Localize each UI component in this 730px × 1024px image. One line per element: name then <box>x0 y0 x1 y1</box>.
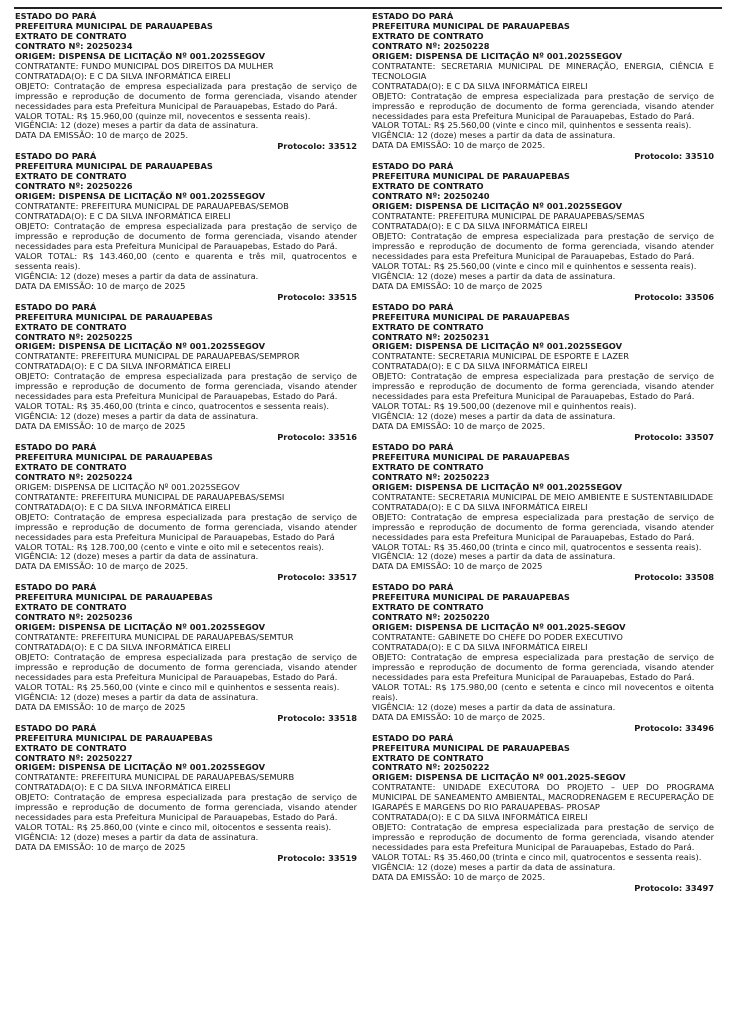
origem-line: ORIGEM: DISPENSA DE LICITAÇÃO Nº 001.2025SEGOV <box>15 622 266 633</box>
contratante-line: CONTRATANTE: FUNDO MUNICIPAL DOS DIREITOS DA MULHER <box>15 60 274 71</box>
origem-line: ORIGEM: DISPENSA DE LICITAÇÃO Nº 001.2025SEGOV <box>372 50 623 61</box>
vigencia-line: VIGÊNCIA: 12 (doze) meses a partir da data de assinatura. <box>372 701 616 712</box>
valor-line: VALOR TOTAL: R$ 25.860,00 (vinte e cinco mil, oitocentos e sessenta reais). <box>15 822 332 833</box>
valor-line: VALOR TOTAL: R$ 35.460,00 (trinta e cinco, quatrocentos e sessenta reais). <box>15 401 330 412</box>
prefeitura-heading: PREFEITURA MUNICIPAL DE PARAUAPEBAS <box>15 161 213 172</box>
prefeitura-heading: PREFEITURA MUNICIPAL DE PARAUAPEBAS <box>372 171 570 182</box>
contratante-line: CONTRATANTE: PREFEITURA MUNICIPAL DE PARAUAPEBAS/SEMPROR <box>15 351 300 362</box>
vigencia-line: VIGÊNCIA: 12 (doze) meses a partir da data de assinatura. <box>372 551 616 562</box>
origem-line: ORIGEM: DISPENSA DE LICITAÇÃO Nº 001.2025SEGOV <box>15 481 240 492</box>
extrato-heading: EXTRATO DE CONTRATO <box>372 30 484 41</box>
objeto-paragraph: OBJETO: Contratação de empresa especializada para prestação de serviço de impressão e reprodução de documento de forma gerenciada, visando atender necessidades para esta Prefeitura Municipal de Parauapebas, Estado do Pará. <box>15 221 357 251</box>
contratada-line: CONTRATADA(O): E C DA SILVA INFORMÁTICA EIRELI <box>15 782 231 793</box>
objeto-paragraph: OBJETO: Contratação de empresa especializada para prestação de serviço de impressão e reprodução de documento de forma gerenciada, visando atender necessidades para esta Prefeitura Municipal de Parauapebas, Estado do Pará <box>15 511 357 542</box>
protocolo-number: Protocolo: 33516 <box>277 432 357 443</box>
contrato-number: CONTRATO Nº: 20250222 <box>372 762 490 773</box>
estado-heading: ESTADO DO PARÁ <box>15 151 97 162</box>
contract-extract <box>372 162 714 302</box>
contratada-line: CONTRATADA(O): E C DA SILVA INFORMÁTICA EIRELI <box>15 70 231 81</box>
extrato-heading: EXTRATO DE CONTRATO <box>372 461 484 472</box>
estado-heading: ESTADO DO PARÁ <box>372 161 454 172</box>
emissao-line: DATA DA EMISSÃO: 10 de março de 2025 <box>15 280 186 291</box>
prefeitura-heading: PREFEITURA MUNICIPAL DE PARAUAPEBAS <box>372 20 570 31</box>
prefeitura-heading: PREFEITURA MUNICIPAL DE PARAUAPEBAS <box>15 592 213 603</box>
contrato-number: CONTRATO Nº: 20250227 <box>15 752 133 763</box>
emissao-line: DATA DA EMISSÃO: 10 de março de 2025. <box>15 130 189 141</box>
objeto-paragraph: OBJETO: Contratação de empresa especializada para prestação de serviço de impressão e reprodução de documento de forma gerenciada, visando atender necessidades para esta Prefeitura Municipal de Parauapebas, Estado do Pará. <box>15 792 357 823</box>
protocolo-number: Protocolo: 33506 <box>634 291 714 302</box>
contratante-line: CONTRATANTE: PREFEITURA MUNICIPAL DE PARAUAPEBAS/SEMSI <box>15 491 285 502</box>
vigencia-line: VIGÊNCIA: 12 (doze) meses a partir da data de assinatura. <box>15 411 259 422</box>
contrato-number: CONTRATO Nº: 20250226 <box>15 181 133 192</box>
valor-line: VALOR TOTAL: R$ 35.460,00 (trinta e cinco mil, quatrocentos e sessenta reais). <box>372 852 702 863</box>
extrato-heading: EXTRATO DE CONTRATO <box>372 752 484 763</box>
estado-heading: ESTADO DO PARÁ <box>372 11 454 21</box>
vigencia-line: VIGÊNCIA: 12 (doze) meses a partir da data de assinatura. <box>372 411 616 422</box>
vigencia-line: VIGÊNCIA: 12 (doze) meses a partir da data de assinatura. <box>15 270 259 281</box>
vigencia-line: VIGÊNCIA: 12 (doze) meses a partir da data de assinatura. <box>15 832 259 843</box>
contract-extract <box>15 303 357 443</box>
contratada-line: CONTRATADA(O): E C DA SILVA INFORMÁTICA EIRELI <box>372 501 588 512</box>
contract-extract <box>372 443 714 583</box>
estado-heading: ESTADO DO PARÁ <box>15 722 97 733</box>
contratante-line: CONTRATANTE: SECRETARIA MUNICIPAL DE ESPORTE E LAZER <box>372 351 630 362</box>
contratante-line: CONTRATANTE: UNIDADE EXECUTORA DO PROJETO – UEP DO PROGRAMA MUNICIPAL DE SANEAMENTO AMBIENTAL, MACRODRENAGEM E RECUPERAÇÃO DE IGARAPÉS E MARGENS DO RIO PARAUAPEBAS- PROSAP <box>372 782 714 813</box>
objeto-paragraph: OBJETO: Contratação de empresa especializada para prestação de serviço de impressão e reprodução de documento de forma gerenciada, visando atender necessidades para esta Prefeitura Municipal de Parauapebas, Estado do Pará. <box>372 230 714 261</box>
origem-line: ORIGEM: DISPENSA DE LICITAÇÃO Nº 001.2025SEGOV <box>15 762 266 773</box>
extrato-heading: EXTRATO DE CONTRATO <box>15 321 127 332</box>
contratante-line: CONTRATANTE: SECRETARIA MUNICIPAL DE MINERAÇÃO, ENERGIA, CIÊNCIA E TECNOLOGIA <box>372 60 714 81</box>
top-rule <box>14 7 722 9</box>
objeto-paragraph: OBJETO: Contratação de empresa especializada para prestação de serviço de impressão e reprodução de documento de forma gerenciada, visando atender necessidades para esta Prefeitura Municipal de Parauapebas, Estado do Pará. <box>372 371 714 402</box>
contrato-number: CONTRATO Nº: 20250223 <box>372 471 490 482</box>
emissao-line: DATA DA EMISSÃO: 10 de março de 2025. <box>372 421 546 432</box>
origem-line: ORIGEM: DISPENSA DE LICITAÇÃO Nº 001.2025SEGOV <box>15 341 266 352</box>
estado-heading: ESTADO DO PARÁ <box>372 301 454 312</box>
extrato-heading: EXTRATO DE CONTRATO <box>15 461 127 472</box>
contrato-number: CONTRATO Nº: 20250225 <box>15 331 133 342</box>
extrato-heading: EXTRATO DE CONTRATO <box>15 171 127 182</box>
objeto-paragraph: OBJETO: Contratação de empresa especializada para prestação de serviço de impressão e reprodução de documento de forma gerenciada, visando atender necessidades para esta Prefeitura Municipal de Parauapebas, Estado do Pará. <box>15 652 357 682</box>
vigencia-line: VIGÊNCIA: 12 (doze) meses a partir da data de assinatura. <box>15 120 259 131</box>
contrato-number: CONTRATO Nº: 20250234 <box>15 40 133 51</box>
objeto-paragraph: OBJETO: Contratação de empresa especializada para prestação de serviço de impressão e reprodução de documento de forma gerenciada, visando atender necessidades para esta Prefeitura Municipal de Parauapebas, Estado do Pará. <box>372 90 714 121</box>
valor-line: VALOR TOTAL: R$ 128.700,00 (cento e vinte e oito mil e setecentos reais). <box>15 541 325 552</box>
estado-heading: ESTADO DO PARÁ <box>372 732 454 743</box>
protocolo-number: Protocolo: 33519 <box>277 853 357 864</box>
emissao-line: DATA DA EMISSÃO: 10 de março de 2025 <box>15 701 186 712</box>
prefeitura-heading: PREFEITURA MUNICIPAL DE PARAUAPEBAS <box>372 742 570 753</box>
contrato-number: CONTRATO Nº: 20250236 <box>15 612 133 623</box>
contract-extract <box>372 303 714 443</box>
objeto-paragraph: OBJETO: Contratação de empresa especializada para prestação de serviço de impressão e reprodução de documento de forma gerenciada, visando atender necessidades para esta Prefeitura Municipal de Parauapebas, Estado do Pará. <box>372 511 714 542</box>
contratante-line: CONTRATANTE: PREFEITURA MUNICIPAL DE PARAUAPEBAS/SEMTUR <box>15 632 294 643</box>
protocolo-number: Protocolo: 33496 <box>634 722 714 733</box>
contratante-line: CONTRATANTE: PREFEITURA MUNICIPAL DE PARAUAPEBAS/SEMOB <box>15 201 289 212</box>
contratante-line: CONTRATANTE: SECRETARIA MUNICIPAL DE MEIO AMBIENTE E SUSTENTABILIDADE <box>372 491 714 502</box>
protocolo-number: Protocolo: 33512 <box>277 141 357 152</box>
protocolo-number: Protocolo: 33515 <box>277 291 357 302</box>
estado-heading: ESTADO DO PARÁ <box>15 11 97 21</box>
extrato-heading: EXTRATO DE CONTRATO <box>15 742 127 753</box>
vigencia-line: VIGÊNCIA: 12 (doze) meses a partir da data de assinatura. <box>372 130 616 141</box>
contratada-line: CONTRATADA(O): E C DA SILVA INFORMÁTICA EIRELI <box>15 642 231 653</box>
contrato-number: CONTRATO Nº: 20250220 <box>372 612 490 623</box>
origem-line: ORIGEM: DISPENSA DE LICITAÇÃO Nº 001.2025-SEGOV <box>372 622 626 633</box>
contrato-number: CONTRATO Nº: 20250224 <box>15 471 133 482</box>
right-column <box>372 12 714 894</box>
extrato-heading: EXTRATO DE CONTRATO <box>15 602 127 613</box>
protocolo-number: Protocolo: 33508 <box>634 572 714 583</box>
vigencia-line: VIGÊNCIA: 12 (doze) meses a partir da data de assinatura. <box>15 691 259 702</box>
origem-line: ORIGEM: DISPENSA DE LICITAÇÃO Nº 001.2025SEGOV <box>372 201 623 212</box>
prefeitura-heading: PREFEITURA MUNICIPAL DE PARAUAPEBAS <box>372 311 570 322</box>
contract-extract <box>15 443 357 583</box>
contrato-number: CONTRATO Nº: 20250228 <box>372 40 490 51</box>
valor-line: VALOR TOTAL: R$ 143.460,00 (cento e quarenta e três mil, quatrocentos e sessenta reais). <box>15 250 357 271</box>
contract-extract <box>15 583 357 723</box>
emissao-line: DATA DA EMISSÃO: 10 de março de 2025. <box>15 561 189 572</box>
emissao-line: DATA DA EMISSÃO: 10 de março de 2025 <box>372 561 543 572</box>
objeto-paragraph: OBJETO: Contratação de empresa especializada para prestação de serviço de impressão e reprodução de documento de forma gerenciada, visando atender necessidades para esta Prefeitura Municipal de Parauapebas, Estado do Pará. <box>372 822 714 853</box>
contract-extract <box>372 12 714 162</box>
contratante-line: CONTRATANTE: PREFEITURA MUNICIPAL DE PARAUAPEBAS/SEMAS <box>372 211 645 222</box>
estado-heading: ESTADO DO PARÁ <box>15 582 97 593</box>
contract-extract <box>15 152 357 302</box>
left-column <box>15 12 357 864</box>
origem-line: ORIGEM: DISPENSA DE LICITAÇÃO Nº 001.2025SEGOV <box>372 341 623 352</box>
estado-heading: ESTADO DO PARÁ <box>372 441 454 452</box>
emissao-line: DATA DA EMISSÃO: 10 de março de 2025 <box>15 421 186 432</box>
contract-extract <box>372 583 714 733</box>
estado-heading: ESTADO DO PARÁ <box>372 582 454 593</box>
estado-heading: ESTADO DO PARÁ <box>15 301 97 312</box>
contrato-number: CONTRATO Nº: 20250240 <box>372 191 490 202</box>
valor-line: VALOR TOTAL: R$ 25.560,00 (vinte e cinco mil e quinhentos e sessenta reais). <box>15 681 340 692</box>
origem-line: ORIGEM: DISPENSA DE LICITAÇÃO Nº 001.2025SEGOV <box>372 481 623 492</box>
prefeitura-heading: PREFEITURA MUNICIPAL DE PARAUAPEBAS <box>372 592 570 603</box>
protocolo-number: Protocolo: 33497 <box>634 882 714 893</box>
origem-line: ORIGEM: DISPENSA DE LICITAÇÃO Nº 001.2025-SEGOV <box>372 772 626 783</box>
valor-line: VALOR TOTAL: R$ 19.500,00 (dezenove mil e quinhentos reais). <box>372 401 637 412</box>
prefeitura-heading: PREFEITURA MUNICIPAL DE PARAUAPEBAS <box>15 311 213 322</box>
origem-line: ORIGEM: DISPENSA DE LICITAÇÃO Nº 001.2025SEGOV <box>15 50 266 61</box>
protocolo-number: Protocolo: 33518 <box>277 712 357 723</box>
extrato-heading: EXTRATO DE CONTRATO <box>372 181 484 192</box>
estado-heading: ESTADO DO PARÁ <box>15 441 97 452</box>
prefeitura-heading: PREFEITURA MUNICIPAL DE PARAUAPEBAS <box>15 20 213 31</box>
valor-line: VALOR TOTAL: R$ 175.980,00 (cento e setenta e cinco mil novecentos e oitenta reais). <box>372 681 714 702</box>
extrato-heading: EXTRATO DE CONTRATO <box>15 30 127 41</box>
prefeitura-heading: PREFEITURA MUNICIPAL DE PARAUAPEBAS <box>15 732 213 743</box>
emissao-line: DATA DA EMISSÃO: 10 de março de 2025. <box>372 711 546 722</box>
emissao-line: DATA DA EMISSÃO: 10 de março de 2025. <box>372 140 546 151</box>
vigencia-line: VIGÊNCIA: 12 (doze) meses a partir da data de assinatura. <box>15 551 259 562</box>
valor-line: VALOR TOTAL: R$ 15.960,00 (quinze mil, novecentos e sessenta reais). <box>15 110 311 121</box>
emissao-line: DATA DA EMISSÃO: 10 de março de 2025 <box>372 280 543 291</box>
contratada-line: CONTRATADA(O): E C DA SILVA INFORMÁTICA EIRELI <box>372 812 588 823</box>
valor-line: VALOR TOTAL: R$ 25.560,00 (vinte e cinco mil e quinhentos e sessenta reais). <box>372 260 697 271</box>
contract-extract <box>15 12 357 152</box>
contract-extract <box>372 734 714 894</box>
vigencia-line: VIGÊNCIA: 12 (doze) meses a partir da data de assinatura. <box>372 270 616 281</box>
vigencia-line: VIGÊNCIA: 12 (doze) meses a partir da data de assinatura. <box>372 862 616 873</box>
valor-line: VALOR TOTAL: R$ 35.460,00 (trinta e cinco mil, quatrocentos e sessenta reais). <box>372 541 702 552</box>
emissao-line: DATA DA EMISSÃO: 10 de março de 2025. <box>372 871 546 882</box>
valor-line: VALOR TOTAL: R$ 25.560,00 (vinte e cinco mil, quinhentos e sessenta reais). <box>372 120 692 131</box>
contratada-line: CONTRATADA(O): E C DA SILVA INFORMÁTICA EIRELI <box>15 211 231 222</box>
objeto-paragraph: OBJETO: Contratação de empresa especializada para prestação de serviço de impressão e reprodução de documento de forma gerenciada, visando atender necessidades para esta Prefeitura Municipal de Parauapebas, Estado do Pará. <box>372 652 714 682</box>
protocolo-number: Protocolo: 33510 <box>634 151 714 162</box>
objeto-paragraph: OBJETO: Contratação de empresa especializada para prestação de serviço de impressão e reprodução de documento de forma gerenciada, visando atender necessidades para esta Prefeitura Municipal de Parauapebas, Estado do Pará. <box>15 80 357 111</box>
contratada-line: CONTRATADA(O): E C DA SILVA INFORMÁTICA EIRELI <box>372 642 588 653</box>
origem-line: ORIGEM: DISPENSA DE LICITAÇÃO Nº 001.2025SEGOV <box>15 191 266 202</box>
contrato-number: CONTRATO Nº: 20250231 <box>372 331 490 342</box>
emissao-line: DATA DA EMISSÃO: 10 de março de 2025 <box>15 842 186 853</box>
prefeitura-heading: PREFEITURA MUNICIPAL DE PARAUAPEBAS <box>15 451 213 462</box>
prefeitura-heading: PREFEITURA MUNICIPAL DE PARAUAPEBAS <box>372 451 570 462</box>
contratada-line: CONTRATADA(O): E C DA SILVA INFORMÁTICA EIRELI <box>15 361 231 372</box>
extrato-heading: EXTRATO DE CONTRATO <box>372 321 484 332</box>
contratada-line: CONTRATADA(O): E C DA SILVA INFORMÁTICA EIRELI <box>15 501 231 512</box>
protocolo-number: Protocolo: 33507 <box>634 432 714 443</box>
protocolo-number: Protocolo: 33517 <box>277 572 357 583</box>
contratada-line: CONTRATADA(O): E C DA SILVA INFORMÁTICA EIRELI <box>372 221 588 232</box>
objeto-paragraph: OBJETO: Contratação de empresa especializada para prestação de serviço de impressão e reprodução de documento de forma gerenciada, visando atender necessidades para esta Prefeitura Municipal de Parauapebas, Estado do Pará. <box>15 371 357 402</box>
contract-extract <box>15 724 357 864</box>
contratante-line: CONTRATANTE: PREFEITURA MUNICIPAL DE PARAUAPEBAS/SEMURB <box>15 772 295 783</box>
contratante-line: CONTRATANTE: GABINETE DO CHEFE DO PODER EXECUTIVO <box>372 632 623 643</box>
contratada-line: CONTRATADA(O): E C DA SILVA INFORMÁTICA EIRELI <box>372 80 588 91</box>
extrato-heading: EXTRATO DE CONTRATO <box>372 602 484 613</box>
contratada-line: CONTRATADA(O): E C DA SILVA INFORMÁTICA EIRELI <box>372 361 588 372</box>
